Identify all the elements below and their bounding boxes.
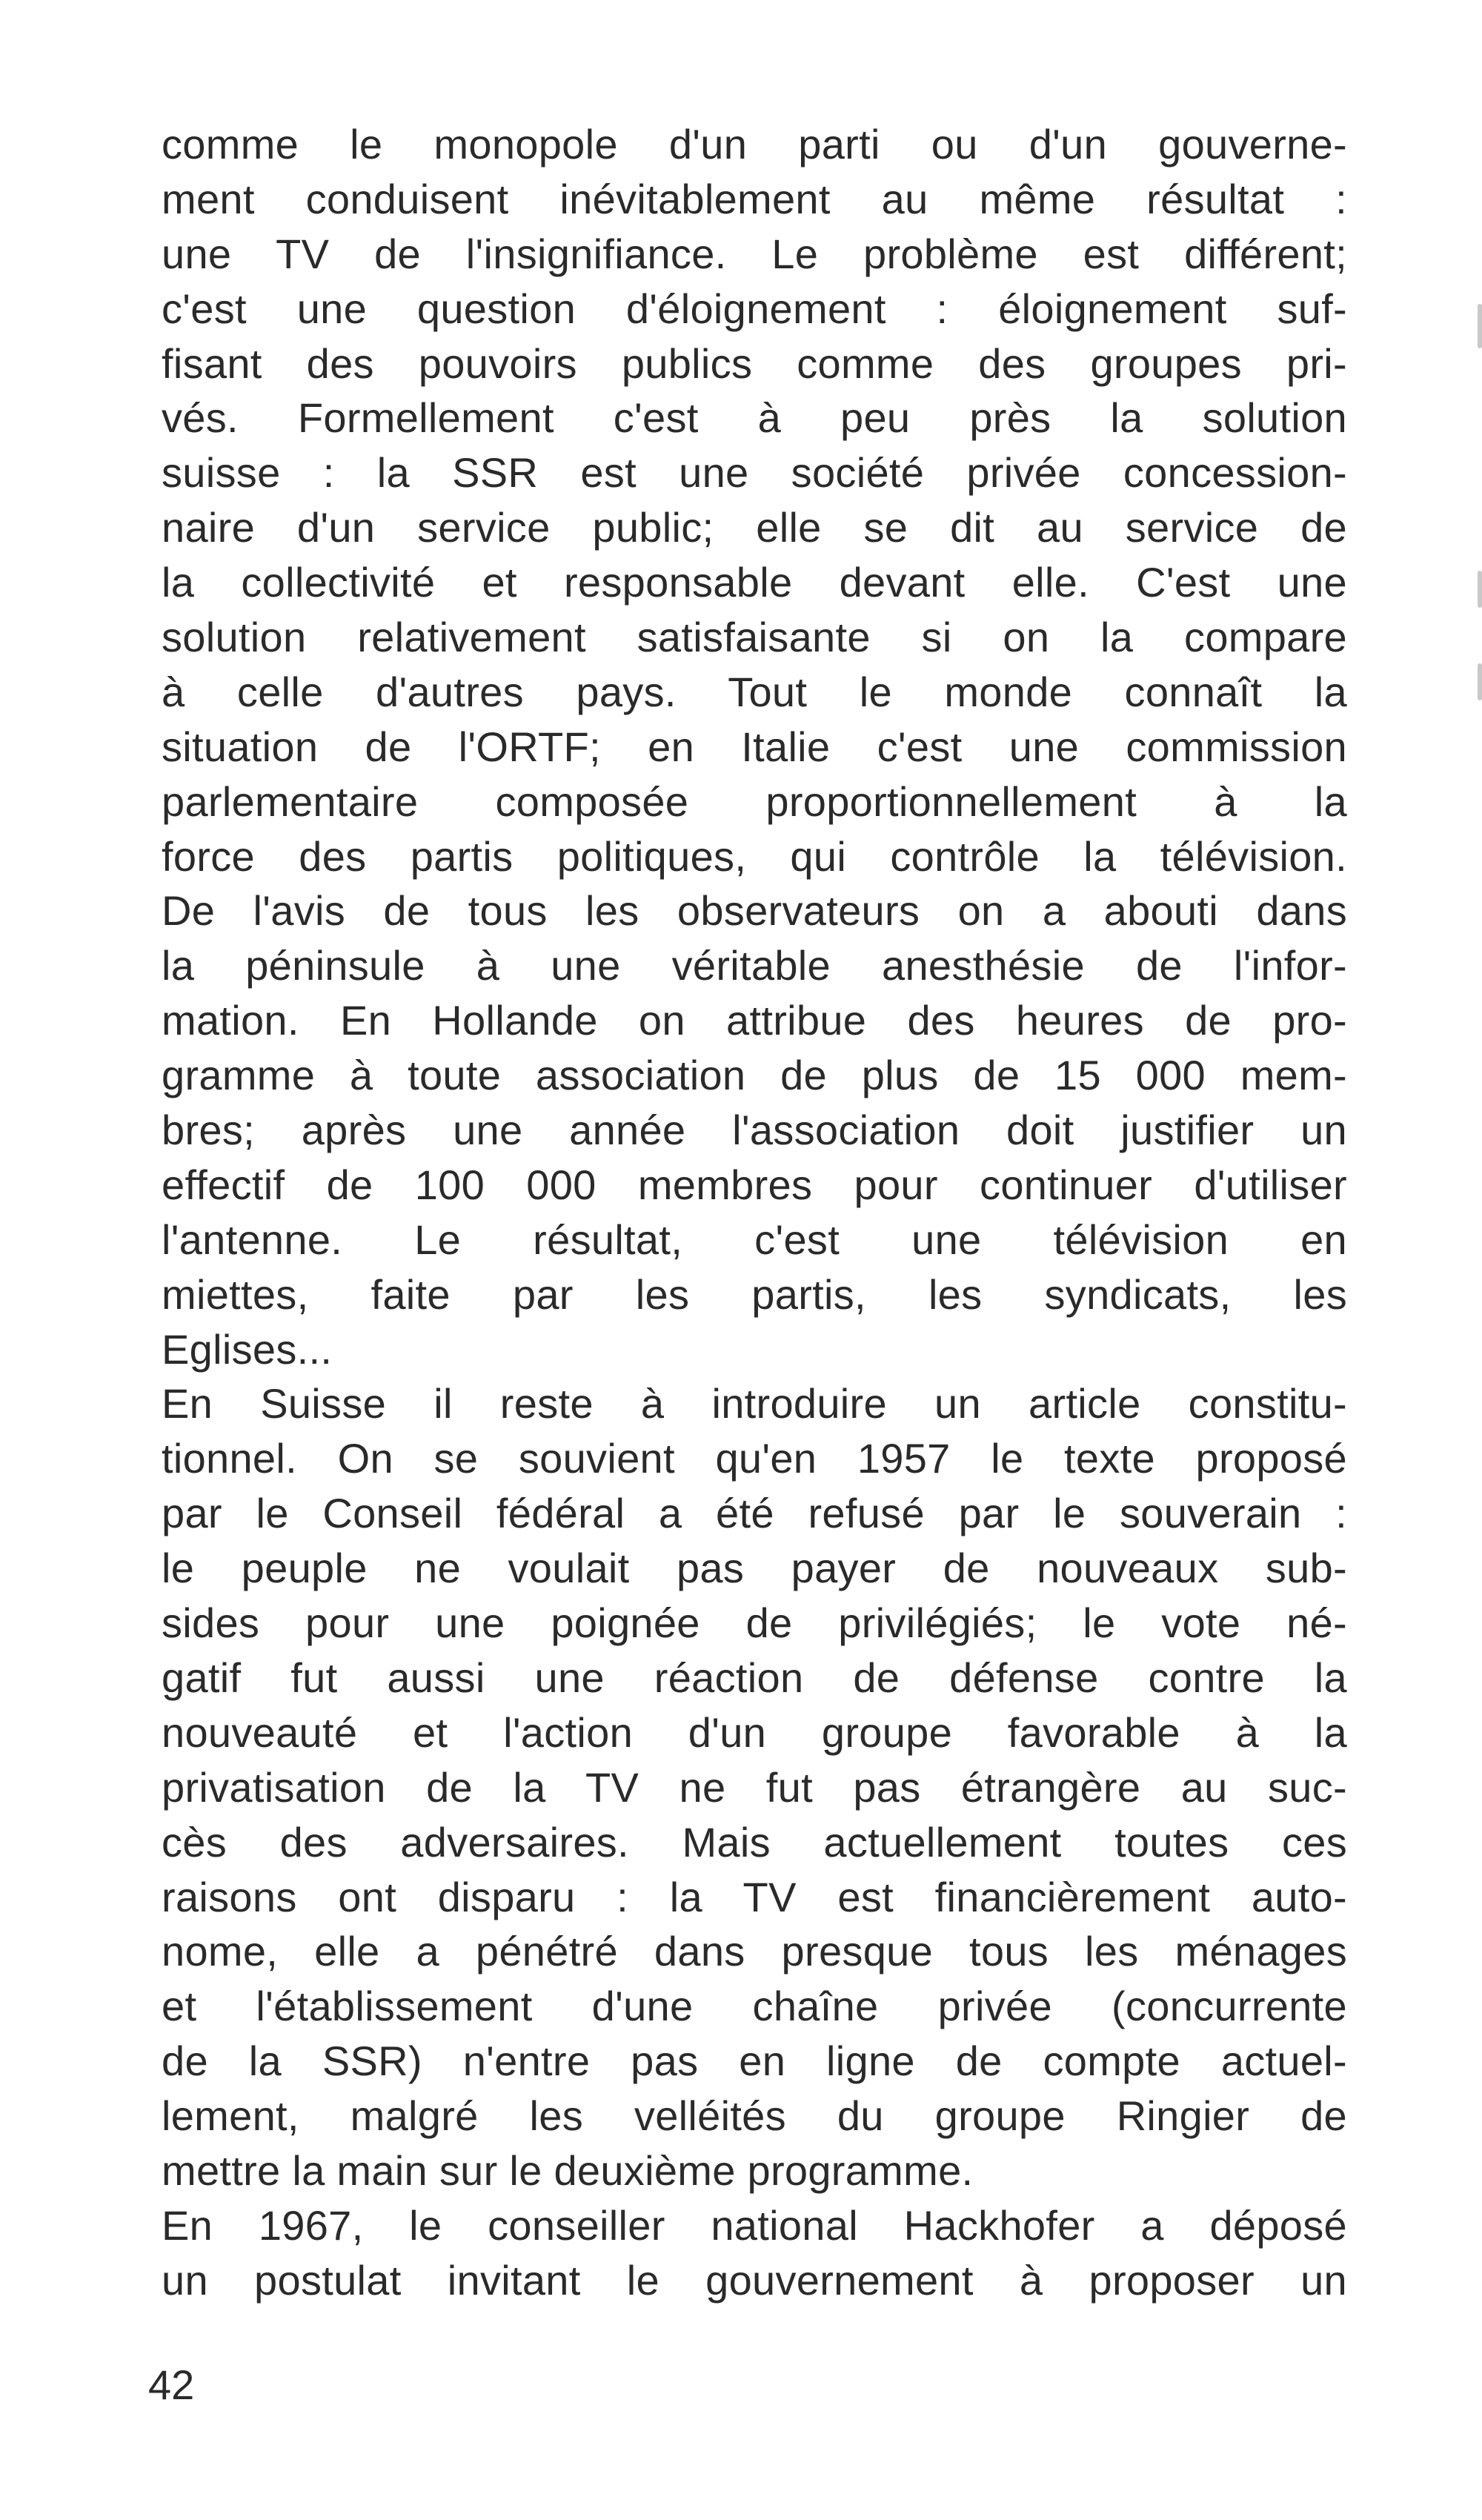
text-line: sides pour une poignée de privilégiés; le vote né-: [162, 1599, 1347, 1647]
text-line: par le Conseil fédéral a été refusé par le souverain :: [162, 1490, 1347, 1537]
text-line: mettre la main sur le deuxième programme.: [162, 2146, 974, 2194]
text-line: de la SSR) n'entre pas en ligne de compte actuel-: [162, 2037, 1347, 2085]
text-line: le peuple ne voulait pas payer de nouveaux sub-: [162, 1545, 1347, 1592]
text-line: miettes, faite par les partis, les syndicats, les: [162, 1270, 1347, 1318]
text-line: et l'établissement d'une chaîne privée (concurrente: [162, 1983, 1347, 2030]
text-line: à celle d'autres pays. Tout le monde connaît la: [162, 668, 1347, 715]
page-edge-mark: [1478, 571, 1482, 608]
text-line: nouveauté et l'action d'un groupe favorable à la: [162, 1708, 1347, 1756]
page-edge-mark: [1478, 663, 1482, 700]
text-line: nome, elle a pénétré dans presque tous les ménages: [162, 1928, 1347, 1975]
text-line: solution relativement satisfaisante si on la compare: [162, 614, 1347, 661]
text-line: tionnel. On se souvient qu'en 1957 le texte proposé: [162, 1435, 1347, 1482]
text-line: situation de l'ORTF; en Italie c'est une commission: [162, 723, 1347, 770]
text-line: De l'avis de tous les observateurs on a abouti dans: [162, 887, 1347, 935]
text-line: la péninsule à une véritable anesthésie de l'infor-: [162, 942, 1347, 989]
text-line: l'antenne. Le résultat, c'est une télévision en: [162, 1216, 1347, 1263]
page-edge-mark: [1478, 304, 1482, 348]
text-line: vés. Formellement c'est à peu près la solution: [162, 394, 1347, 442]
text-line: Eglises...: [162, 1325, 333, 1373]
text-line: comme le monopole d'un parti ou d'un gouverne-: [162, 121, 1347, 168]
text-line: gatif fut aussi une réaction de défense contre la: [162, 1654, 1347, 1701]
text-line: suisse : la SSR est une société privée concession-: [162, 449, 1347, 497]
text-line: force des partis politiques, qui contrôle la télévision.: [162, 832, 1347, 880]
text-line: lement, malgré les velléités du groupe Ringier de: [162, 2092, 1347, 2140]
text-line: la collectivité et responsable devant elle. C'est une: [162, 559, 1347, 606]
text-line: mation. En Hollande on attribue des heures de pro-: [162, 997, 1347, 1044]
text-line: fisant des pouvoirs publics comme des groupes pri-: [162, 339, 1347, 387]
text-line: gramme à toute association de plus de 15 000 mem-: [162, 1052, 1347, 1099]
text-line: naire d'un service public; elle se dit au service de: [162, 504, 1347, 551]
text-line: ment conduisent inévitablement au même résultat :: [162, 175, 1347, 222]
text-line: bres; après une année l'association doit justifier un: [162, 1107, 1347, 1154]
text-line: un postulat invitant le gouvernement à proposer un: [162, 2256, 1347, 2304]
page-number: 42: [148, 2361, 195, 2408]
text-line: cès des adversaires. Mais actuellement toutes ces: [162, 1818, 1347, 1866]
text-line: raisons ont disparu : la TV est financièrement auto-: [162, 1873, 1347, 1920]
body-text: [162, 117, 1347, 2308]
text-line: c'est une question d'éloignement : éloignement suf-: [162, 285, 1347, 332]
text-line: En Suisse il reste à introduire un article constitu-: [162, 1380, 1347, 1428]
text-line: parlementaire composée proportionnellement à la: [162, 777, 1347, 825]
text-line: privatisation de la TV ne fut pas étrangère au suc-: [162, 1763, 1347, 1811]
text-line: une TV de l'insignifiance. Le problème est différent;: [162, 230, 1347, 277]
text-line: effectif de 100 000 membres pour continuer d'utiliser: [162, 1161, 1347, 1208]
text-line: En 1967, le conseiller national Hackhofer a déposé: [162, 2201, 1347, 2249]
